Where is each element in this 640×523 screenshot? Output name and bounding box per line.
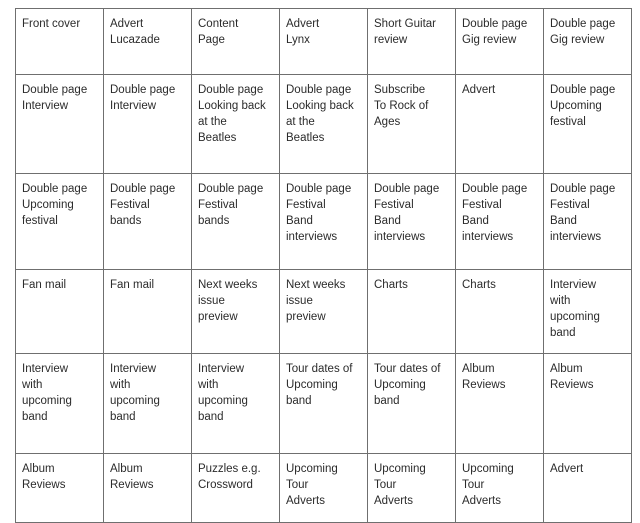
- table-row: [16, 75, 632, 174]
- table-cell: Album Reviews: [456, 354, 544, 454]
- table-cell: Interview with upcoming band: [544, 270, 632, 354]
- table-cell: Charts: [368, 270, 456, 354]
- table-cell: Interview with upcoming band: [104, 354, 192, 454]
- table-row: [16, 270, 632, 354]
- table-row: [16, 9, 632, 75]
- table-cell: Puzzles e.g. Crossword: [192, 454, 280, 523]
- table-row: [16, 174, 632, 270]
- table-cell: Front cover: [16, 9, 104, 75]
- table-cell: Advert: [544, 454, 632, 523]
- page-plan-table: [15, 8, 632, 523]
- table-cell: Content Page: [192, 9, 280, 75]
- table-cell: Tour dates of Upcoming band: [280, 354, 368, 454]
- table-cell: Next weeks issue preview: [192, 270, 280, 354]
- table-cell: Upcoming Tour Adverts: [456, 454, 544, 523]
- table-cell: Fan mail: [104, 270, 192, 354]
- table-cell: Double page Looking back at the Beatles: [192, 75, 280, 174]
- table-row: [16, 354, 632, 454]
- table-cell: Upcoming Tour Adverts: [280, 454, 368, 523]
- table-cell: Tour dates of Upcoming band: [368, 354, 456, 454]
- table-cell: Upcoming Tour Adverts: [368, 454, 456, 523]
- table-cell: Double page Looking back at the Beatles: [280, 75, 368, 174]
- table-cell: Charts: [456, 270, 544, 354]
- table-cell: Fan mail: [16, 270, 104, 354]
- table-cell: Double page Gig review: [456, 9, 544, 75]
- table-cell: Advert Lynx: [280, 9, 368, 75]
- table-cell: Next weeks issue preview: [280, 270, 368, 354]
- table-cell: Double page Gig review: [544, 9, 632, 75]
- table-cell: Interview with upcoming band: [16, 354, 104, 454]
- table-cell: Double page Festival Band interviews: [544, 174, 632, 270]
- table-cell: Double page Upcoming festival: [16, 174, 104, 270]
- table-cell: Double page Interview: [104, 75, 192, 174]
- table-cell: Advert Lucazade: [104, 9, 192, 75]
- table-cell: Album Reviews: [544, 354, 632, 454]
- table-cell: Double page Festival bands: [192, 174, 280, 270]
- table-cell: Double page Interview: [16, 75, 104, 174]
- table-cell: Double page Upcoming festival: [544, 75, 632, 174]
- table-cell: Subscribe To Rock of Ages: [368, 75, 456, 174]
- table-cell: Double page Festival Band interviews: [456, 174, 544, 270]
- table-cell: Double page Festival Band interviews: [368, 174, 456, 270]
- table-cell: Interview with upcoming band: [192, 354, 280, 454]
- table-cell: Advert: [456, 75, 544, 174]
- table-cell: Short Guitar review: [368, 9, 456, 75]
- table-cell: Double page Festival Band interviews: [280, 174, 368, 270]
- table-cell: Double page Festival bands: [104, 174, 192, 270]
- table-cell: Album Reviews: [16, 454, 104, 523]
- table-cell: Album Reviews: [104, 454, 192, 523]
- table-row: [16, 454, 632, 523]
